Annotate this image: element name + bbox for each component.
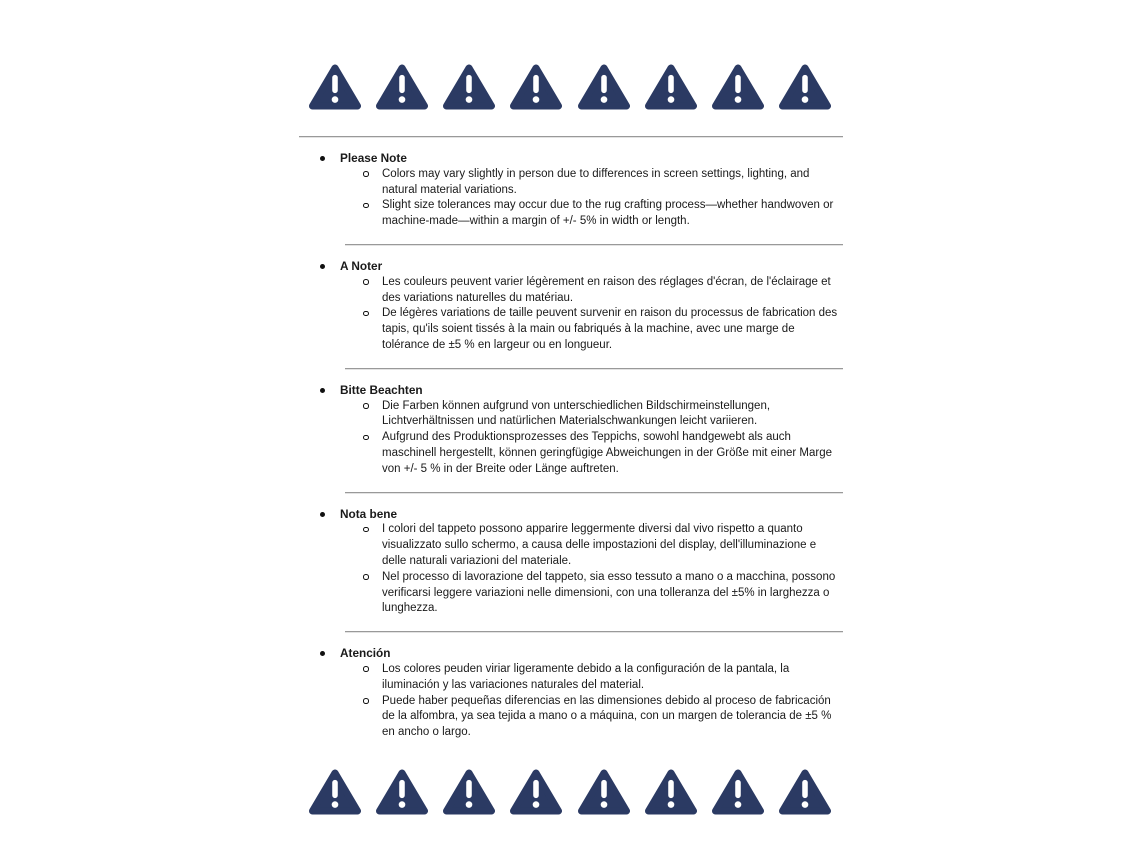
section-heading xyxy=(299,151,843,167)
section-title: Bitte Beachten xyxy=(340,382,423,397)
warning-triangle-icon xyxy=(712,767,764,817)
warning-triangle-icon xyxy=(578,62,630,112)
note-item xyxy=(299,306,843,353)
warning-triangle-icon xyxy=(443,767,495,817)
section-heading xyxy=(299,383,843,399)
circle-bullet-icon xyxy=(363,527,369,533)
note-item xyxy=(299,662,843,694)
section-title: Atención xyxy=(340,646,391,661)
circle-bullet-icon xyxy=(363,403,369,409)
circle-bullet-icon xyxy=(363,698,369,704)
divider xyxy=(345,244,843,246)
warning-triangle-icon xyxy=(309,62,361,112)
note-text: Colors may vary slightly in person due to differences in screen settings, lighting, and natural material variations. xyxy=(382,167,810,196)
section-atencion xyxy=(299,646,843,741)
section-a-noter xyxy=(299,259,843,354)
note-text: Les couleurs peuvent varier légèrement en raison des réglages d'écran, de l'éclairage et des variations naturelles du matériau. xyxy=(382,275,831,304)
note-item xyxy=(299,399,843,431)
note-text: Puede haber pequeñas diferencias en las dimensiones debido al proceso de fabricación de la alfombra, ya sea tejida a mano o a máquina, con un margen de tolerancia de ±5 % en ancho o largo. xyxy=(382,694,832,739)
section-please-note xyxy=(299,151,843,230)
note-text: Aufgrund des Produktionsprozesses des Teppichs, sowohl handgewebt als auch maschinell hergestellt, können geringfügige Abweichungen in der Größe mit einer Marge von +/- 5 % in der Breite oder Länge auftreten. xyxy=(382,431,833,475)
circle-bullet-icon xyxy=(363,311,369,317)
note-text: Nel processo di lavorazione del tappeto, sia esso tessuto a mano o a macchina, possono verificarsi leggere variazioni nelle dimensioni, con una tolleranza del ±5% in larghezza o lunghezza. xyxy=(382,570,836,615)
note-text: De légères variations de taille peuvent survenir en raison du processus de fabrication des tapis, qu'ils soient tissés à la main ou fabriqués à la machine, avec une marge de tolérance de ±5 % en largeur ou en longueur. xyxy=(382,307,838,351)
warning-triangle-icon xyxy=(443,62,495,112)
bullet-icon xyxy=(320,388,325,393)
bullet-icon xyxy=(320,156,325,161)
note-item xyxy=(299,522,843,569)
warning-triangle-icon xyxy=(779,767,831,817)
warning-triangle-icon xyxy=(712,62,764,112)
note-text: Die Farben können aufgrund von unterschiedlichen Bildschirmeinstellungen, Lichtverhältnissen und natürlichen Materialschwankungen leicht variieren. xyxy=(382,399,771,428)
note-item xyxy=(299,570,843,617)
note-item xyxy=(299,275,843,307)
warning-row-top xyxy=(299,60,843,112)
note-item xyxy=(299,167,843,199)
divider xyxy=(345,631,843,633)
section-title: Please Note xyxy=(340,151,407,165)
warning-triangle-icon xyxy=(645,62,697,112)
warning-triangle-icon xyxy=(779,62,831,112)
warning-triangle-icon xyxy=(510,62,562,112)
circle-bullet-icon xyxy=(363,203,369,209)
note-text: Los colores peuden viriar ligeramente debido a la configuración de la pantala, la iluminación y las variaciones naturales del material. xyxy=(382,662,790,691)
section-title: A Noter xyxy=(340,258,383,273)
bullet-icon xyxy=(320,512,325,517)
circle-bullet-icon xyxy=(363,435,369,441)
note-item xyxy=(299,694,843,741)
circle-bullet-icon xyxy=(363,279,369,285)
section-heading xyxy=(299,646,843,662)
note-text: I colori del tappeto possono apparire leggermente diversi dal vivo rispetto a quanto visualizzato sullo schermo, a causa delle impostazioni del display, dell'illuminazione e delle naturali variazioni del materiale. xyxy=(382,523,817,567)
warning-triangle-icon xyxy=(376,62,428,112)
section-nota-bene xyxy=(299,507,843,618)
circle-bullet-icon xyxy=(363,666,369,672)
divider xyxy=(299,136,843,138)
note-item xyxy=(299,430,843,477)
section-heading xyxy=(299,259,843,275)
warning-triangle-icon xyxy=(376,767,428,817)
warning-triangle-icon xyxy=(510,767,562,817)
warning-triangle-icon xyxy=(645,767,697,817)
warning-row-bottom xyxy=(299,765,843,817)
section-bitte-beachten xyxy=(299,383,843,478)
bullet-icon xyxy=(320,264,325,269)
circle-bullet-icon xyxy=(363,171,369,177)
note-item xyxy=(299,198,843,230)
document-content xyxy=(299,60,843,817)
divider xyxy=(345,492,843,494)
divider xyxy=(345,368,843,370)
section-heading xyxy=(299,507,843,523)
note-text: Slight size tolerances may occur due to the rug crafting process—whether handwoven or machine-made—within a margin of +/- 5% in width or length. xyxy=(382,199,834,228)
warning-triangle-icon xyxy=(309,767,361,817)
circle-bullet-icon xyxy=(363,574,369,580)
bullet-icon xyxy=(320,651,325,656)
section-title: Nota bene xyxy=(340,506,398,521)
warning-triangle-icon xyxy=(578,767,630,817)
